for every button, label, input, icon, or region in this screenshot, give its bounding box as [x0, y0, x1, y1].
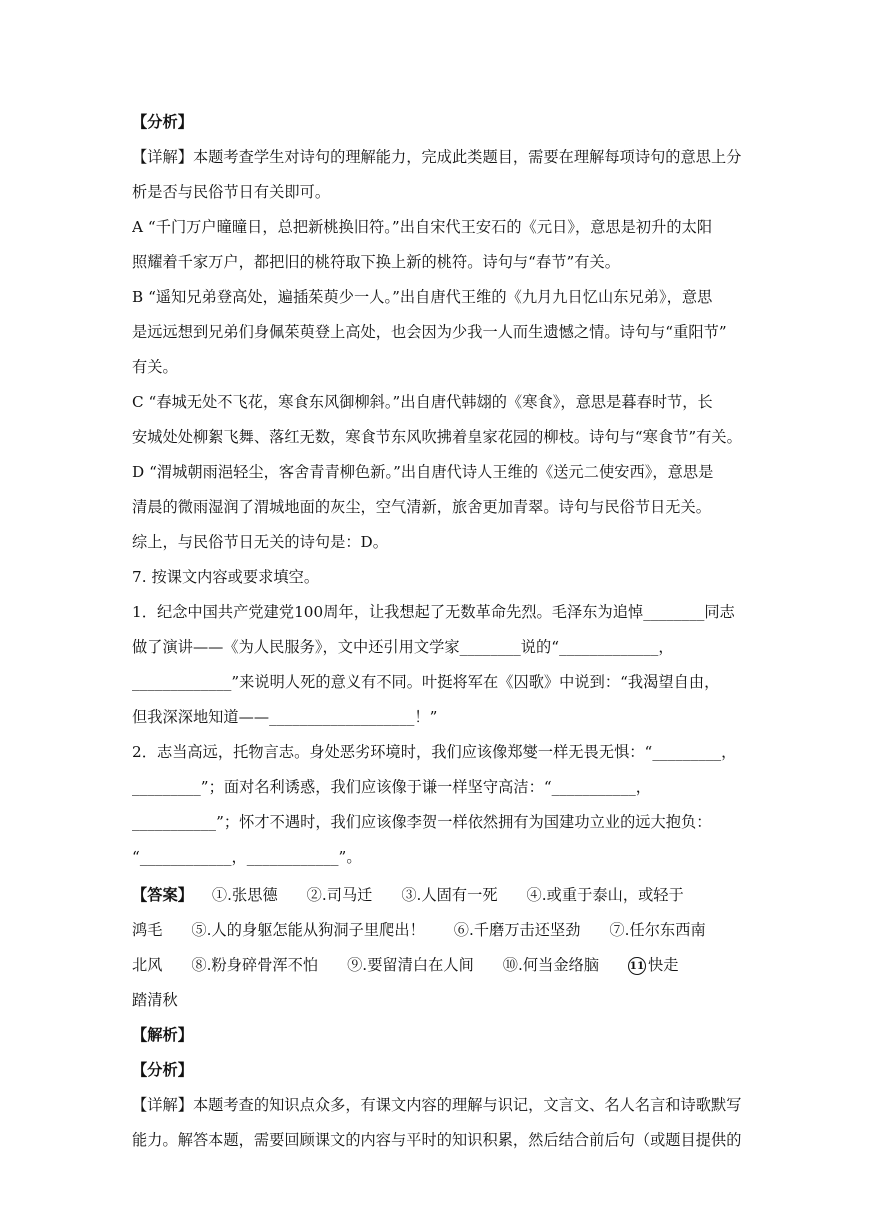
answer-line	[132, 884, 742, 906]
question-7-title: 7. 按课文内容或要求填空。	[132, 568, 320, 586]
answer-text: 张思德	[231, 886, 278, 904]
answer-text: 何当金络脑	[522, 956, 600, 974]
answer-text: 快走	[647, 956, 679, 974]
answer-line: 踏清秋	[132, 991, 178, 1009]
answer-number: ⑩.	[502, 956, 523, 974]
option-b-line: 有关。	[132, 358, 178, 376]
answer-number: ⑧.	[191, 956, 212, 974]
answer-number: ①.	[211, 886, 232, 904]
question-7-part2-line: _________”；面对名利诱惑，我们应该像于谦一样坚守高洁：“___________，	[132, 778, 651, 796]
answer-number: ⑦.	[609, 921, 630, 939]
answer-number: ②.	[306, 886, 327, 904]
option-a-line: A “千门万户曈曈日，总把新桃换旧符。”出自宋代王安石的《元日》，意思是初升的太阳	[132, 218, 713, 236]
question-7-part2-line: “____________，____________”。	[132, 848, 362, 866]
answer-text: 任尔东西南	[629, 921, 706, 939]
answer-number: ⑥.	[453, 921, 474, 939]
question-7-part2-line: 2．志当高远，托物言志。身处恶劣环境时，我们应该像郑燮一样无畏无惧：“_________，	[132, 743, 737, 761]
answer-line	[132, 919, 742, 941]
option-d-line: D “渭城朝雨浥轻尘，客舍青青柳色新。”出自唐代诗人王维的《送元二使安西》，意思是	[132, 463, 714, 481]
question-7-part1-line: 1．纪念中国共产党建党100周年，让我想起了无数革命先烈。毛泽东为追悼________同志	[132, 603, 735, 621]
answer-text: 人的身躯怎能从狗洞子里爬出！	[211, 921, 425, 939]
answer-text: 粉身碎骨浑不怕	[211, 956, 319, 974]
option-c-line: 安城处处柳絮飞舞、落红无数，寒食节东风吹拂着皇家花园的柳枝。诗句与“寒食节”有关。	[132, 428, 742, 446]
answer-heading: 【答案】	[132, 886, 193, 904]
answer-number: ⑤.	[191, 921, 212, 939]
detail-paragraph-line: 【详解】本题考查的知识点众多，有课文内容的理解与识记，文言文、名人名言和诗歌默写	[132, 1096, 742, 1114]
analysis-heading: 【分析】	[132, 113, 193, 131]
option-b-line: B “遥知兄弟登高处，遍插茱萸少一人。”出自唐代王维的《九月九日忆山东兄弟》，意思	[132, 288, 713, 306]
circled-number-11: 11	[628, 957, 646, 975]
answer-text: 人固有一死	[421, 886, 498, 904]
explanation-heading: 【解析】	[132, 1026, 193, 1044]
option-b-line: 是远远想到兄弟们身佩茱萸登上高处，也会因为少我一人而生遗憾之情。诗句与“重阳节”	[132, 323, 727, 341]
question-7-part1-line: 但我深深地知道——___________________！”	[132, 708, 438, 726]
answer-number: ③.	[401, 886, 422, 904]
option-a-line: 照耀着千家万户，都把旧的桃符取下换上新的桃符。诗句与“春节”有关。	[132, 253, 620, 271]
question-7-part2-line: ___________”；怀才不遇时，我们应该像李贺一样依然拥有为国建功立业的远大抱负：	[132, 813, 712, 831]
answer-line	[132, 954, 742, 976]
summary-line: 综上，与民俗节日无关的诗句是：D。	[132, 533, 389, 551]
detail-paragraph-line: 能力。解答本题，需要回顾课文的内容与平时的知识积累，然后结合前后句（或题目提供的	[132, 1131, 742, 1149]
answer-text: 鸿毛	[132, 921, 163, 939]
answer-number: ⑨.	[347, 956, 368, 974]
answer-text: 千磨万击还坚劲	[473, 921, 581, 939]
analysis-heading: 【分析】	[132, 1061, 193, 1079]
answer-number: ④.	[526, 886, 547, 904]
option-c-line: C “春城无处不飞花，寒食东风御柳斜。”出自唐代韩翃的《寒食》，意思是暮春时节，长	[132, 393, 713, 411]
answer-text: 要留清白在人间	[367, 956, 474, 974]
question-7-part1-line: _____________”来说明人死的意义有不同。叶挺将军在《囚歌》中说到：“我渴望自由，	[132, 673, 720, 691]
answer-text: 或重于泰山，或轻于	[546, 886, 684, 904]
option-d-line: 清晨的微雨湿润了渭城地面的灰尘，空气清新，旅舍更加青翠。诗句与民俗节日无关。	[132, 498, 712, 516]
answer-text: 司马迁	[326, 886, 373, 904]
question-7-part1-line: 做了演讲——《为人民服务》，文中还引用文学家________说的“_____________，	[132, 638, 674, 656]
answer-text: 北风	[132, 956, 163, 974]
detail-paragraph-line: 析是否与民俗节日有关即可。	[132, 183, 331, 201]
detail-paragraph-line: 【详解】本题考查学生对诗句的理解能力，完成此类题目，需要在理解每项诗句的意思上分	[132, 148, 742, 166]
